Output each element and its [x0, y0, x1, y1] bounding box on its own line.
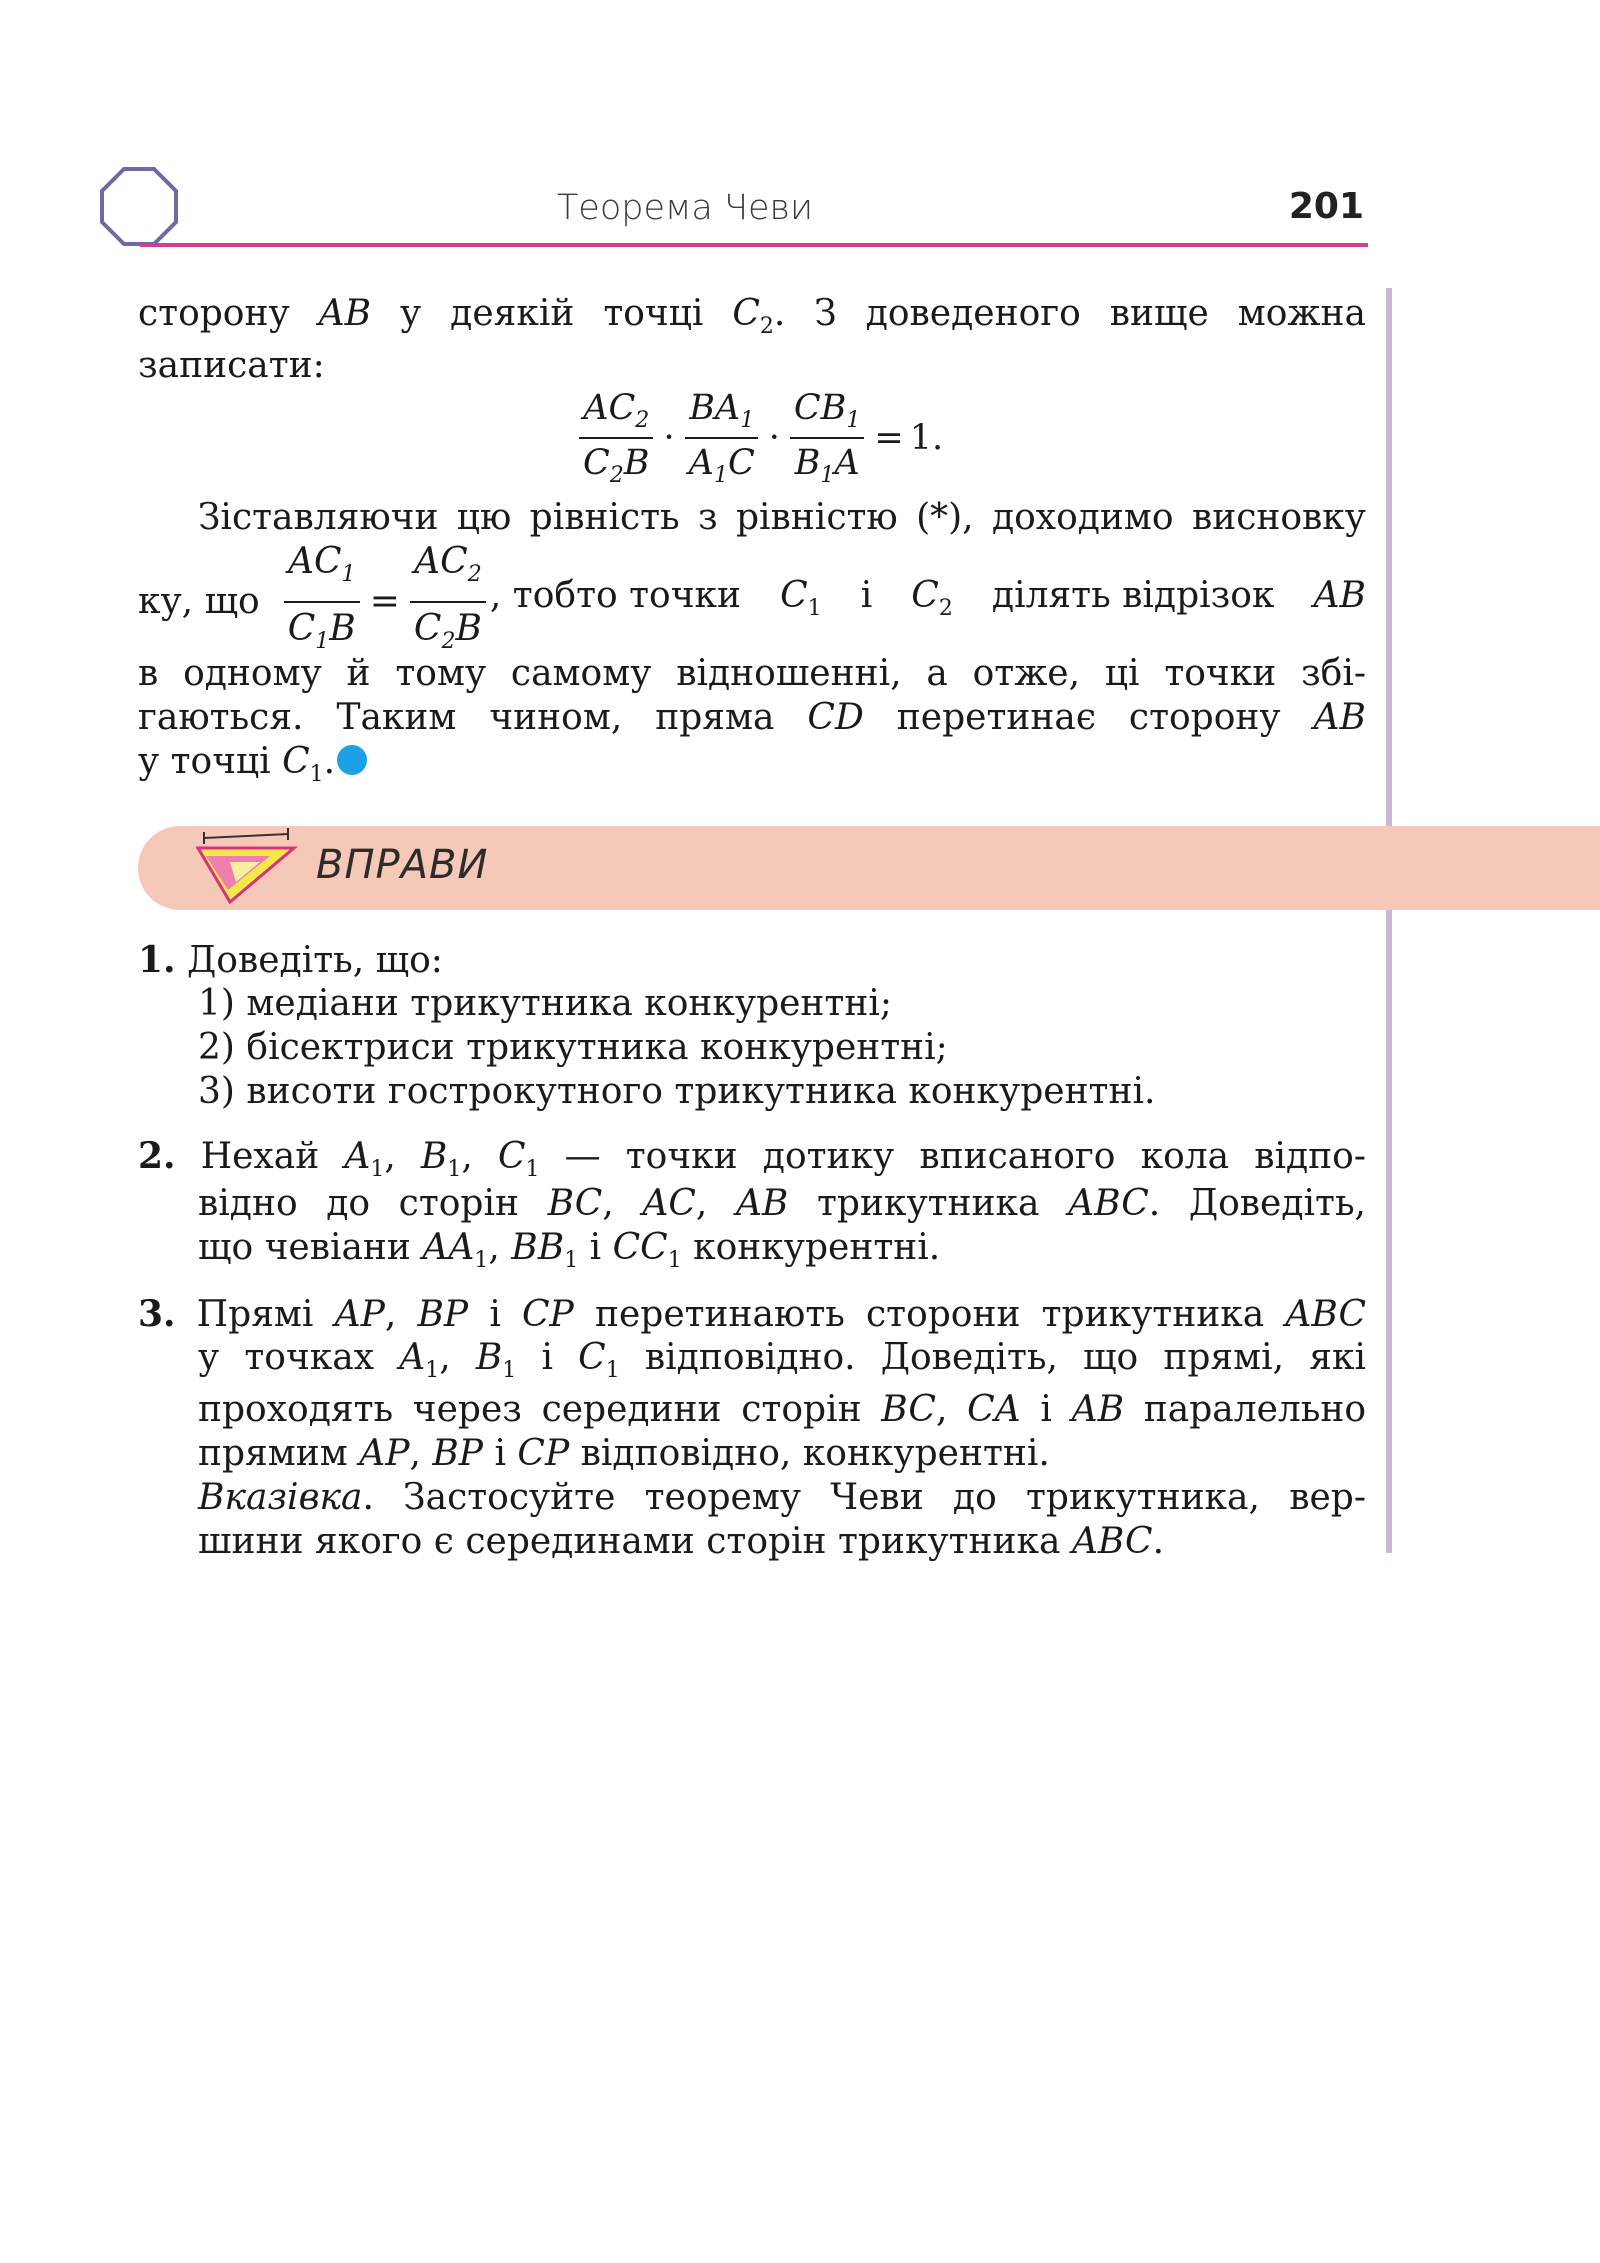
body-line-7: у точці $C_1$.	[138, 740, 1366, 797]
exercise-2-line-2: відно до сторін BC, AC, AB трикутника ABC. Доведіть,	[198, 1183, 1367, 1224]
body-line-2: записати:	[138, 345, 325, 386]
exercises-heading: ВПРАВИ	[316, 842, 489, 888]
running-title: Теорема Чеви	[556, 188, 814, 228]
exercise-2-line-1: 2. Нехай $A_1$, $B_1$, $C_1$ — точки дотику вписаного кола відпо-	[138, 1135, 1366, 1182]
exercise-3-line-6: шини якого є серединами сторін трикутника ABC.	[198, 1521, 1165, 1562]
page-number: 201	[1288, 186, 1364, 227]
body-line-5: в одному й тому самому відношенні, а отже, ці точки збі-	[138, 653, 1366, 694]
exercise-1-item-3: 3) висоти гострокутного трикутника конкурентні.	[198, 1071, 1156, 1112]
exercise-3-line-3: проходять через середини сторін BC, CA і AB паралельно	[198, 1389, 1367, 1430]
exercise-1-item-1: 1) медіани трикутника конкурентні;	[198, 983, 892, 1024]
ruler-triangle-icon	[196, 828, 300, 908]
body-line-3: Зіставляючи цю рівність з рівністю (*), доходимо висновку	[198, 497, 1366, 538]
exercise-3-line-1: 3. Прямі AP, BP і CP перетинають сторони трикутника ABC	[138, 1293, 1366, 1335]
body-line-1: сторону AB у деякій точці $C_2$. З доведеного вище можна	[138, 293, 1366, 339]
exercise-3-line-4: прямим AP, BP і CP відповідно, конкурентні.	[198, 1433, 1050, 1474]
exercise-1-item-2: 2) бісектриси трикутника конкурентні;	[198, 1027, 948, 1068]
exercise-3-line-2: у точках $A_1$, $B_1$ і $C_1$ відповідно. Доведіть, що прямі, які	[198, 1337, 1367, 1383]
ceva-formula: $\frac{AC_2}{C_2B}$ · $\frac{BA_1}{A_1C}$ · $\frac{CB_1}{B_1A}$ = 1.	[575, 388, 943, 488]
exercise-2-line-3: що чевіани $AA_1$, $BB_1$ і $CC_1$ конкурентні.	[198, 1227, 941, 1273]
body-line-4: ку, що $\frac{AC_1}{C_1B}$ = $\frac{AC_2}{C_2B}$ , тобто точки $C_1$ і $C_2$ ділять відрізок AB	[138, 541, 1366, 654]
side-rule	[1386, 288, 1392, 828]
exercise-3-hint: Вказівка. Застосуйте теорему Чеви до трикутника, вер-	[198, 1477, 1366, 1518]
header-rule	[140, 243, 1368, 247]
body-line-6: гаються. Таким чином, пряма CD перетинає сторону AB	[138, 697, 1366, 738]
proof-end-marker	[337, 745, 367, 775]
exercise-1: 1. Доведіть, що:	[138, 939, 443, 981]
